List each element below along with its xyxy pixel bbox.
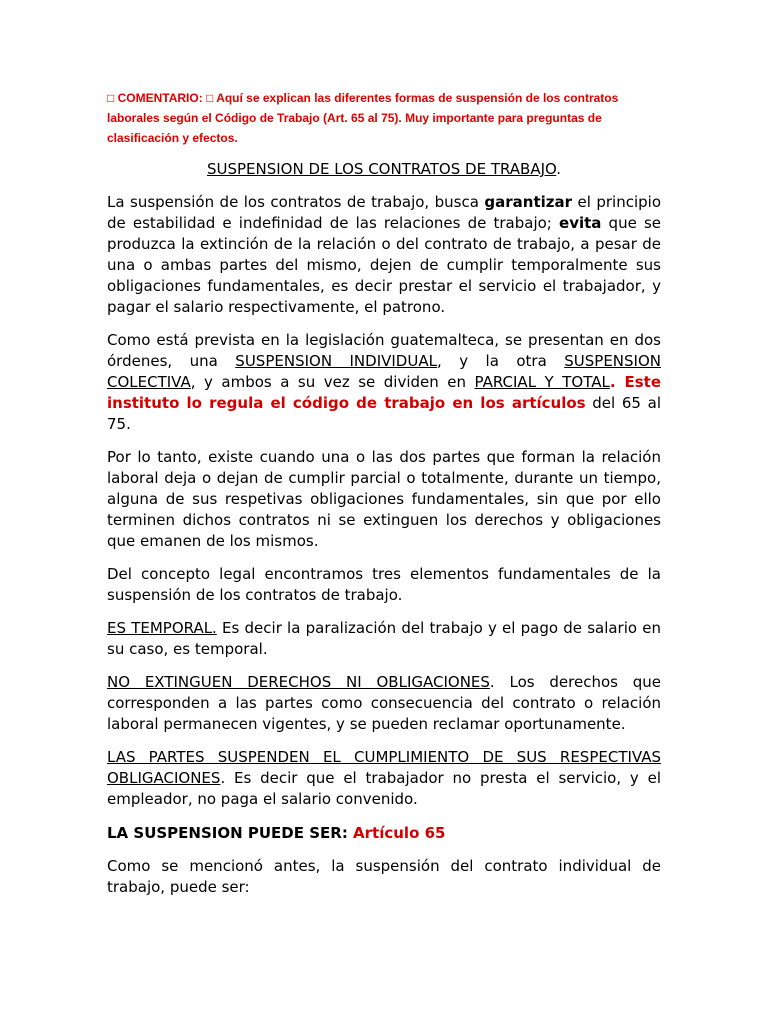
underlined-run: LAS PARTES SUSPENDEN EL CUMPLIMIENTO DE SUS RESPECTIVAS OBLIGACIONES [107, 748, 661, 787]
text-run: La suspensión de los contratos de trabajo, busca [107, 193, 485, 211]
title-suffix: . [556, 160, 562, 178]
bold-run: evita [559, 214, 602, 232]
text-run: Es decir la paralización del trabajo y el pago de salario en su caso, es temporal. [107, 619, 661, 658]
text-run: Como está prevista en la legislación guatemalteca, se presentan en dos órdenes, una [107, 331, 661, 370]
text-run: del 65 al 75. [107, 394, 661, 433]
text-run: que se produzca la extinción de la relación o del contrato de trabajo, a pesar de una o ambas partes del mismo, dejen de cumplir temporalmente sus obligaciones fundamentales, es decir prestar el servicio el trabajador, y pagar el salario respectivamente, el patrono. [107, 214, 661, 316]
comment-note [107, 88, 661, 148]
underlined-run: NO EXTINGUEN DERECHOS NI OBLIGACIONES [107, 673, 490, 691]
text-run: . Es decir que el trabajador no presta el servicio, y el empleador, no paga el salario convenido. [107, 769, 661, 808]
paragraph-intro [107, 192, 661, 318]
text-run: , y ambos a su vez se dividen en [190, 373, 475, 391]
comment-marker-icon: □ [107, 91, 115, 105]
underlined-run: PARCIAL Y TOTAL [474, 373, 610, 391]
highlight-run: . Este instituto lo regula el código de trabajo en los artículos [107, 373, 661, 412]
text-run: , y la otra [436, 352, 565, 370]
comment-text: Aquí se explican las diferentes formas de suspensión de los contratos laborales según el Código de Trabajo (Art. 65 al 75). Muy importante para preguntas de clasificación y efectos. [107, 91, 619, 145]
paragraph-temporal [107, 618, 661, 660]
text-run: . Los derechos que corresponden a las partes como consecuencia del contrato o relación laboral permanecen vigentes, y se pueden reclamar oportunamente. [107, 673, 661, 733]
paragraph-definition: Por lo tanto, existe cuando una o las dos partes que forman la relación laboral deja o dejan de cumplir parcial o totalmente, durante un tiempo, alguna de sus respetivas obligaciones fundamentales, sin que por ello terminen dichos contratos ni se extinguen los derechos y obligaciones que emanen de los mismos. [107, 448, 661, 550]
heading-text: LA SUSPENSION PUEDE SER: [107, 824, 354, 842]
paragraph-obligations [107, 747, 661, 810]
paragraph-closing: Como se mencionó antes, la suspensión del contrato individual de trabajo, puede ser: [107, 857, 661, 896]
title-text: SUSPENSION DE LOS CONTRATOS DE TRABAJO [206, 160, 557, 178]
bold-run: garantizar [484, 193, 573, 211]
underlined-run: ES TEMPORAL. [107, 619, 217, 637]
text-run: el principio de estabilidad e indefinidad de las relaciones de trabajo; [107, 193, 662, 232]
paragraph-legislation [107, 330, 661, 435]
document-page [107, 88, 661, 910]
paragraph-elements: Del concepto legal encontramos tres elementos fundamentales de la suspensión de los contratos de trabajo. [107, 565, 661, 604]
document-title [107, 159, 661, 179]
underlined-run: SUSPENSION INDIVIDUAL [235, 352, 437, 370]
comment-label: COMENTARIO: [117, 91, 203, 105]
section-heading [107, 822, 661, 844]
comment-marker-icon: □ [206, 91, 214, 105]
underlined-run: SUSPENSION COLECTIVA [107, 352, 661, 391]
heading-article: Artículo 65 [353, 824, 446, 842]
paragraph-rights [107, 672, 661, 735]
